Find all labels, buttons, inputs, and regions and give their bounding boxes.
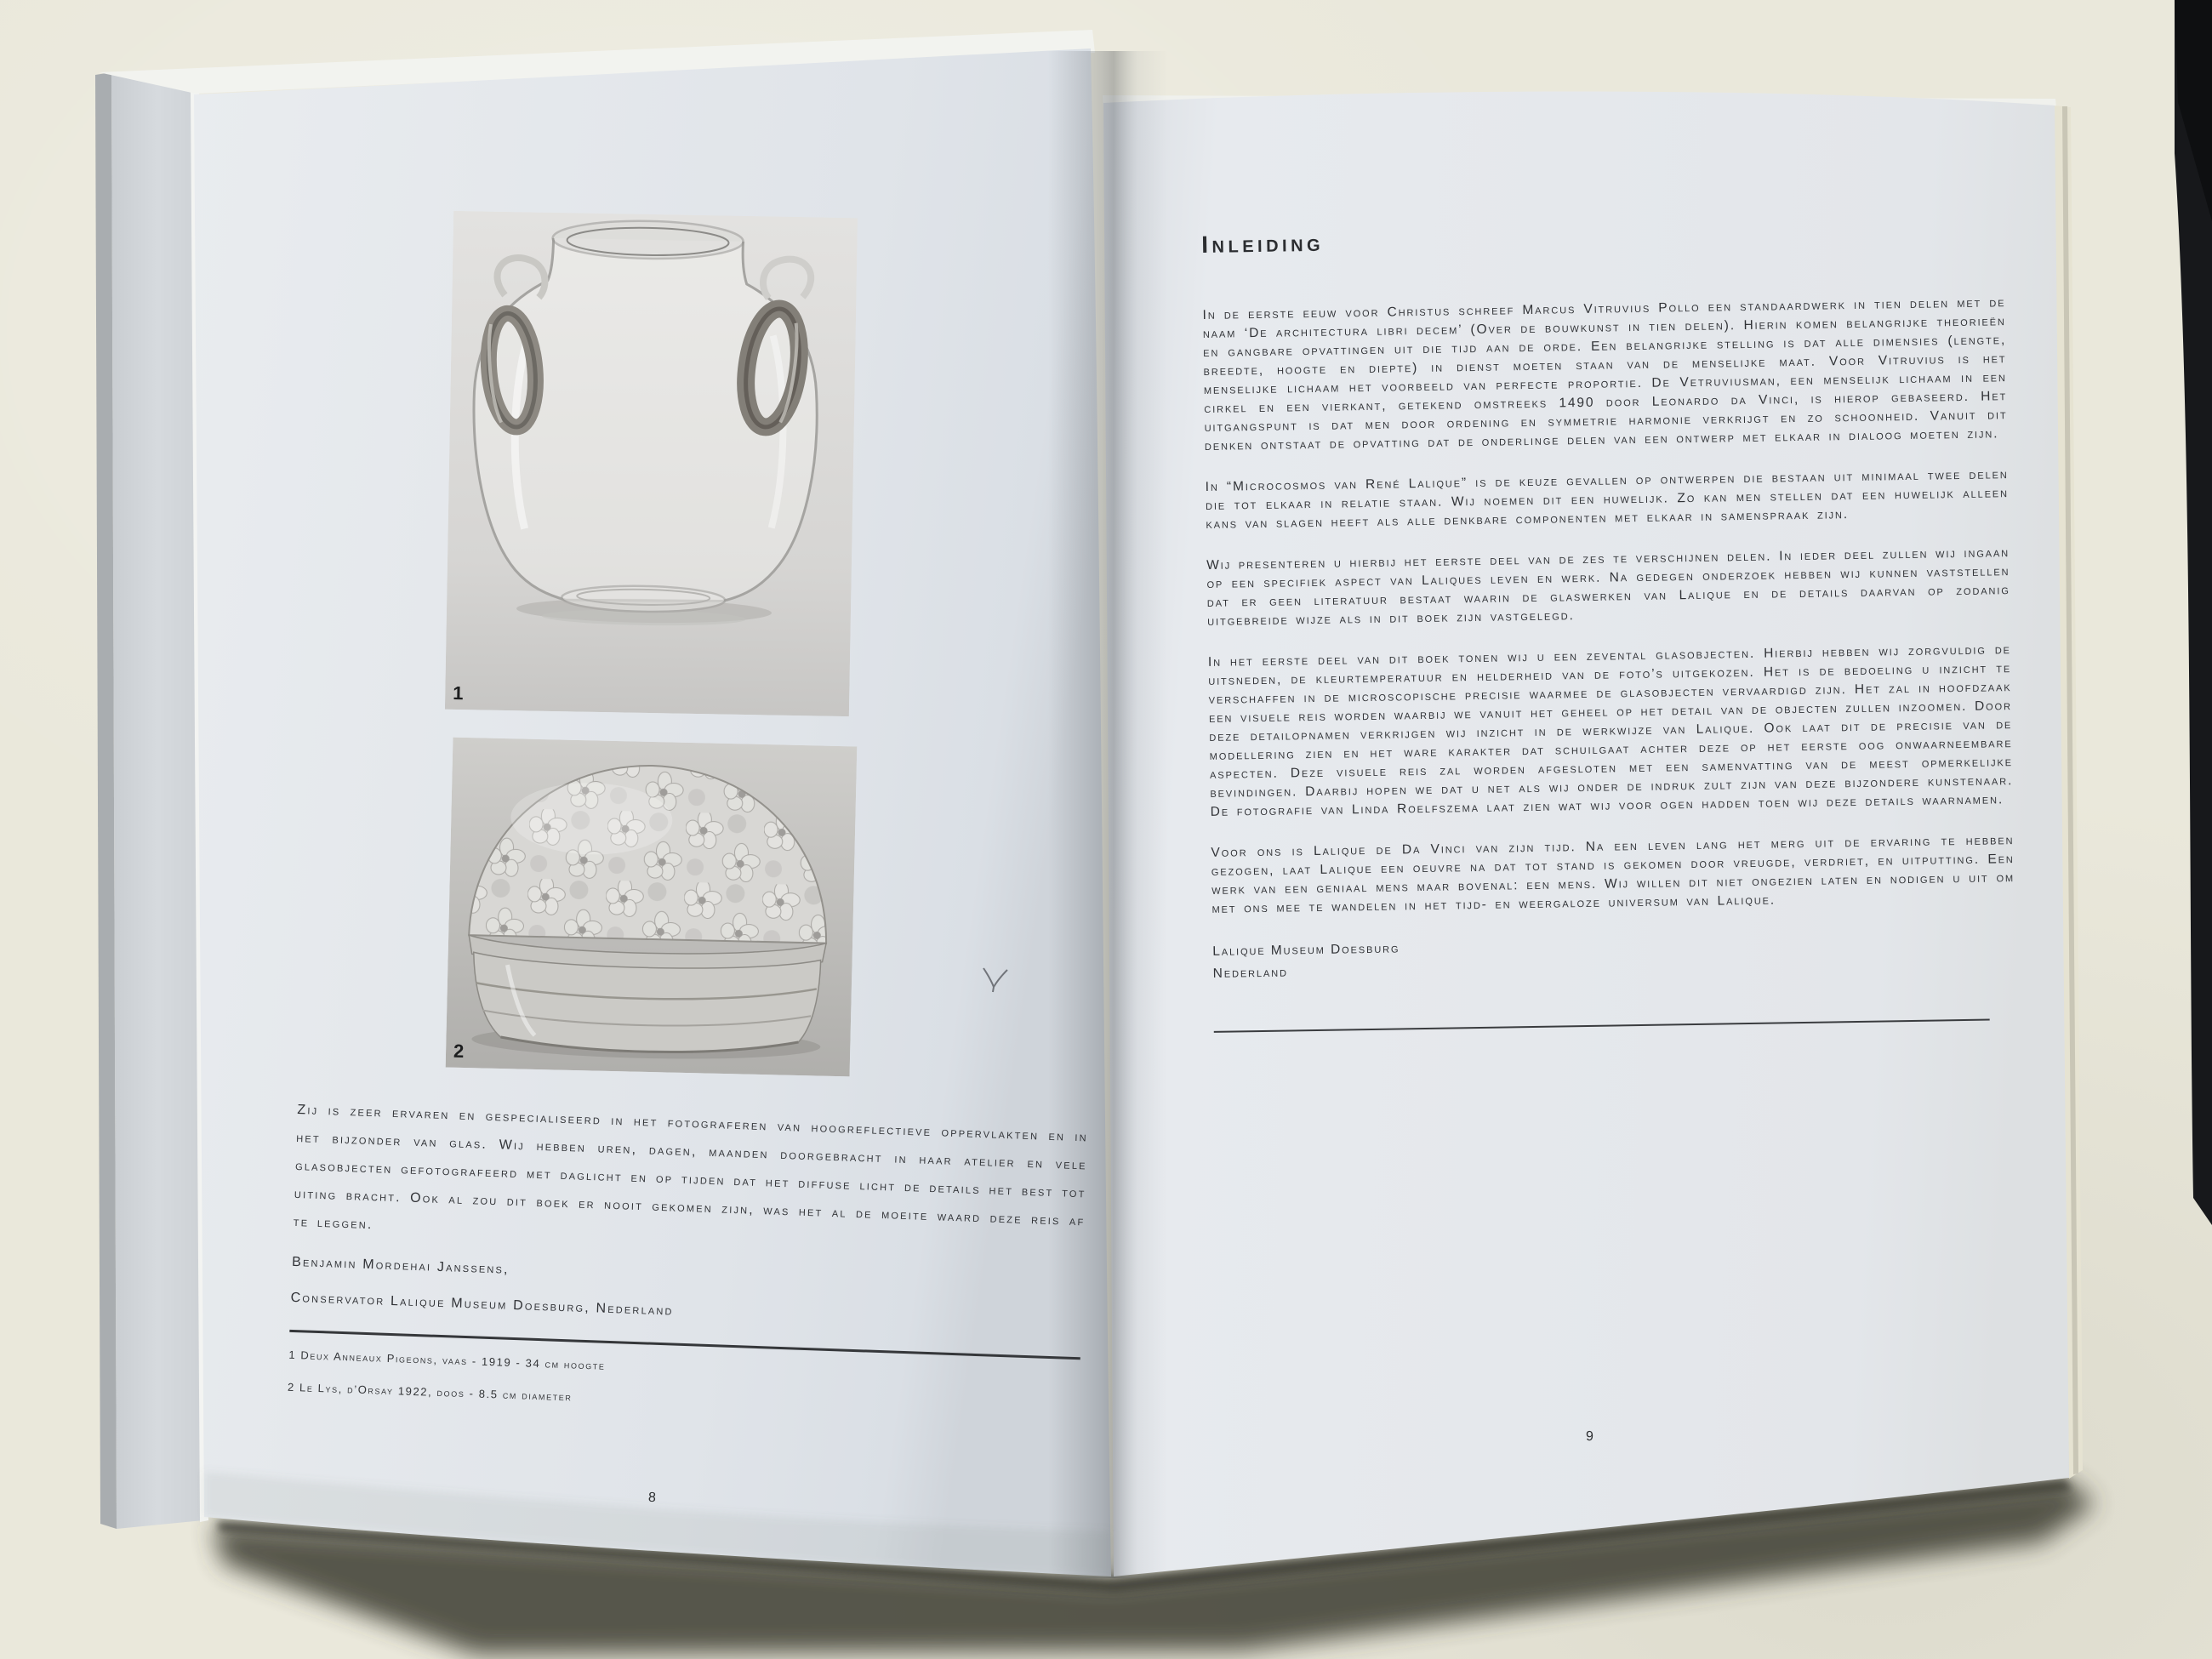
page-number-right: 9	[1585, 1428, 1595, 1445]
paragraph-visuele-reis: In het eerste deel van dit boek tonen wij u een zevental glasobjecten. Hierbij hebben wij zorgvuldig de uitsneden, de kleurtemperatuur en helderheid van de foto’s uitgekozen. Het is de bedoeling u inzicht te verschaffen in de microscopische precisie waarmee de glasobjecten vervaardigd zijn. Het zal in hoofdzaak een visuele reis worden waarbij we vanuit het geheel op het detail van de objecten zullen inzoomen. Door deze detailopnamen verkrijgen wij inzicht in de werkwijze van Lalique. Ook laat dit de precisie van de modellering zien en het ware karakter dat schuilgaat achter deze op het eerste oog onwaarneembare aspecten. Deze visuele reis zal worden afgesloten met een samenvatting van de meest opmerkelijke bevindingen. Daarbij hopen we dat u net als wij onder de indruk zult zijn van deze bijzondere kunstenaar. De fotografie van Linda Roelfszema laat zien wat wij voor ogen hadden toen wij deze details waarnamen.	[1207, 642, 2014, 819]
figure-2-number: 2	[453, 1040, 465, 1063]
byline-role: Conservator Lalique Museum Doesburg, Nederland	[290, 1290, 675, 1319]
byline-author: Benjamin Mordehai Janssens,	[291, 1254, 510, 1277]
paragraph-vitruvius: In de eerste eeuw voor Christus schreef Marcus Vitruvius Pollo een standaardwerk in tien delen met de naam ‘De architectura libri decem’ (Over de bouwkunst in tien delen). Hierin komen belangrijke theorieën en gangbare opvattingen uit die tijd aan de orde. Een belangrijke stelling is dat alle dimensies (lengte, breedte, hoogte en diepte) in dienst moeten staan van de menselijke maat. Voor Vitruvius is het menselijke lichaam het voorbeeld van perfecte proportie. De Vetruviusman, een menselijk lichaam in een cirkel en een vierkant, getekend omstreeks 1490 door Leonardo da Vinci, is hierop gebaseerd. Het uitgangspunt is dat men door ordening en symmetrie harmonie verkrijgt en zo schoonheid. Vanuit dit denken ontstaat de opvatting dat de onderlinge delen van een ontwerp met elkaar in dialoog moeten zijn.	[1202, 295, 2008, 453]
paragraph-eerste-deel: Wij presenteren u hierbij het eerste deel van de zes te verschijnen delen. In ieder deel zullen wij ingaan op een specifiek aspect van Laliques leven en werk. Na gedegen onderzoek hebben wij kunnen vaststellen dat er geen literatuur bestaat waarin de glaswerken van Lalique en de details daarvan op zodanig uitgebreide wijze als in dit boek zijn vastgelegd.	[1206, 545, 2010, 629]
figure-1-number: 1	[453, 681, 464, 704]
left-page-body-paragraph: Zij is zeer ervaren en gespecialiseerd in het fotograferen van hoogreflectieve oppervlakten en in het bijzonder van glas. Wij hebben uren, dagen, maanden doorgebracht in haar atelier en vele glasobjecten gefotografeerd met daglicht en op tijden dat het diffuse licht de details het best tot uiting bracht. Ook al zou dit boek er nooit gekomen zijn, was het al de moeite waard deze reis af te leggen.	[293, 1102, 1089, 1233]
footnote-figure-2: 2 Le Lys, d’Orsay 1922, doos - 8.5 cm diameter	[287, 1380, 573, 1404]
figure-box-photo	[446, 738, 858, 1077]
page-number-left: 8	[647, 1490, 658, 1506]
pen-check-mark	[978, 966, 1012, 995]
box-illustration	[446, 738, 858, 1077]
figure-vase-photo	[445, 211, 858, 716]
chapter-heading: Inleiding	[1201, 229, 1325, 258]
signoff-country: Nederland	[1212, 965, 1289, 981]
vase-illustration	[445, 211, 858, 716]
paragraph-microcosmos: In “Microcosmos van René Lalique” is de keuze gevallen op ontwerpen die bestaan uit minimaal twee delen die tot elkaar in relatie staan. Wij noemen dit een huwelijk. Zo kan men stellen dat een huwelijk alleen kans van slagen heeft als alle denkbare componenten met elkaar in samenspraak zijn.	[1205, 467, 2010, 532]
paragraph-da-vinci: Voor ons is Lalique de Da Vinci van zijn tijd. Na een leven lang het merg uit de ervaring te hebben gezogen, laat Lalique een oeuvre na dat tot stand is gekomen door vreugde, verdriet, en uitputting. Een werk van een geniaal mens maar bovenal: een mens. Wij willen dit niet ongezien laten en nodigen u uit om met ons mee te wandelen in het tijd- en weergaloze universum van Lalique.	[1211, 833, 2015, 916]
signoff-museum: Lalique Museum Doesburg	[1212, 941, 1400, 959]
left-page-text-column	[287, 1096, 1088, 1431]
footnote-figure-1: 1 Deux Anneaux Pigeons, vaas - 1919 - 34 cm hoogte	[288, 1348, 606, 1372]
right-page-text-column	[1201, 219, 2017, 1033]
